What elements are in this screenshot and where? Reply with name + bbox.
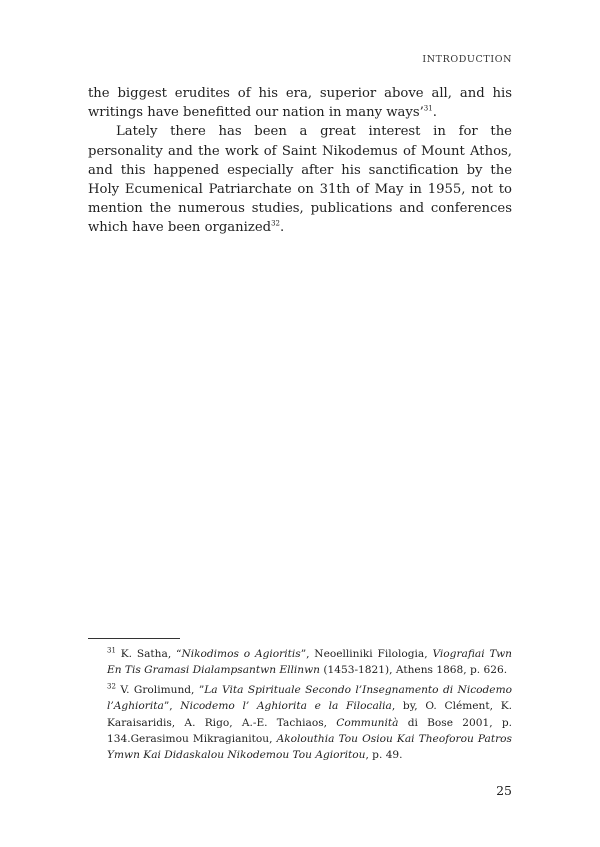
footnote-32: $^{32}$ V. Grolimund, ”La Vita Spirituale Secondo l’Insegnamento di Nicodemo l’Aghiorita”, Nicodemo l’ Aghiorita e la Filocalia, by, O. Clément, K. Karaisaridis, A. Rigo, A.-E. Tachiaos, Communità di Bose 2001, p. 134.Gerasimou Mikragianitou, Akolouthia Tou Osiou Kai Theoforou Patros Ymwn Kai Didaskalou Nikodemou Tou Agioritou, p. 49.	[107, 682, 512, 762]
footnote-ref-31[interactable]: 31	[423, 104, 433, 113]
footnote-separator	[88, 638, 180, 639]
footnotes	[88, 646, 512, 767]
main-text	[88, 84, 512, 238]
footnote-ref-32[interactable]: 32	[271, 220, 280, 229]
running-header: INTRODUCTION	[422, 54, 512, 65]
page-number: 25	[496, 783, 512, 798]
footnote-31: $^{31}$ K. Satha, “Nikodimos o Agioritis”, Neoelliniki Filologia, Viografiai Twn En Tis Gramasi Dialampsantwn Ellinwn (1453-1821), Athens 1868, p. 626.	[107, 646, 513, 677]
paragraph-2: Lately there has been a great interest in for the personality and the work of Saint Nikodemus of Mount Athos, and this happened especially after his sanctification by the Holy Ecumenical Patriarchate on 31th of May in 1955, not to mention the numerous studies, publications and conferences which have been organized$^{32}$.	[88, 124, 512, 236]
paragraph-1: the biggest erudites of his era, superior above all, and his writings have benefitted our nation in many ways’$^{31}$.	[88, 86, 512, 121]
